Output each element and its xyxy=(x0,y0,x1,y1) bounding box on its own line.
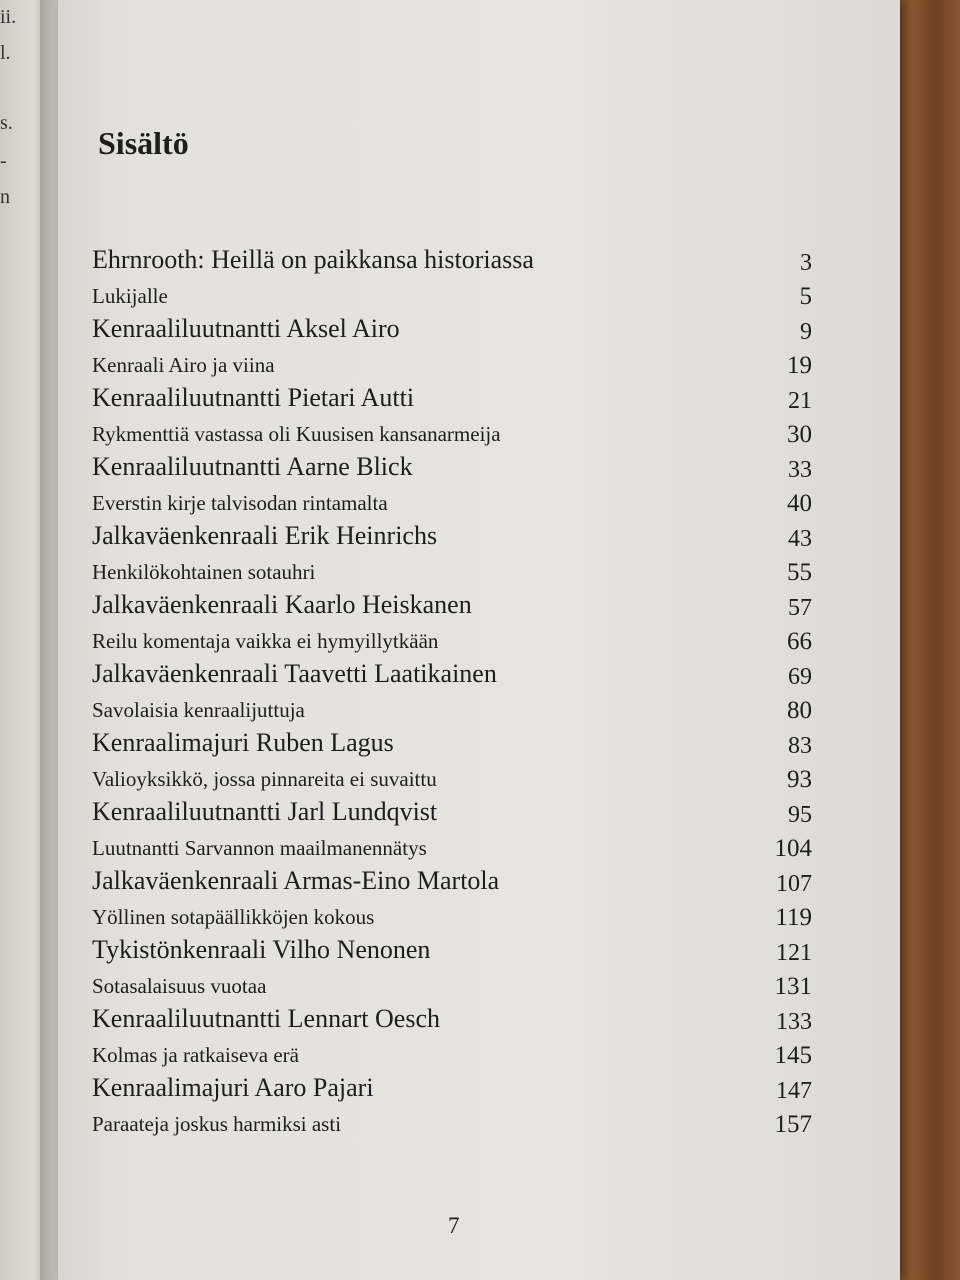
toc-entry-title: Valioyksikkö, jossa pinnareita ei suvaittu xyxy=(92,767,437,791)
toc-subsection-entry xyxy=(92,488,812,522)
toc-entry-page-number: 19 xyxy=(787,352,812,379)
toc-entry-title: Henkilökohtainen sotauhri xyxy=(92,560,316,584)
toc-entry-title: Luutnantti Sarvannon maailmanennätys xyxy=(92,836,427,860)
toc-entry-page-number: 57 xyxy=(788,595,812,621)
toc-chapter-entry xyxy=(92,660,812,695)
toc-entry-page-number: 69 xyxy=(788,664,812,690)
toc-subsection-entry xyxy=(92,281,812,315)
toc-entry-title: Kenraaliluutnantti Pietari Autti xyxy=(92,383,415,412)
toc-entry-page-number: 104 xyxy=(774,835,812,862)
toc-entry-title: Rykmenttiä vastassa oli Kuusisen kansanarmeija xyxy=(92,422,501,446)
toc-chapter-entry xyxy=(92,384,812,419)
toc-chapter-entry xyxy=(92,453,812,488)
toc-entry-page-number: 30 xyxy=(787,421,812,448)
toc-entry-page-number: 145 xyxy=(774,1042,812,1069)
toc-entry-page-number: 157 xyxy=(774,1111,812,1138)
toc-entry-page-number: 119 xyxy=(775,904,812,931)
toc-entry-title: Lukijalle xyxy=(92,284,168,308)
toc-subsection-entry xyxy=(92,626,812,660)
toc-entry-page-number: 147 xyxy=(776,1078,812,1104)
toc-entry-title: Savolaisia kenraalijuttuja xyxy=(92,698,305,722)
toc-entry-page-number: 95 xyxy=(788,802,812,828)
toc-subsection-entry xyxy=(92,764,812,798)
toc-subsection-entry xyxy=(92,350,812,384)
toc-chapter-entry xyxy=(92,315,812,350)
toc-entry-title: Kolmas ja ratkaiseva erä xyxy=(92,1043,299,1067)
toc-chapter-entry xyxy=(92,936,812,971)
toc-entry-page-number: 80 xyxy=(787,697,812,724)
toc-entry-page-number: 107 xyxy=(776,871,812,897)
prev-page-fragment: ii. xyxy=(0,6,17,28)
toc-entry-title: Kenraalimajuri Aaro Pajari xyxy=(92,1073,374,1102)
toc-entry-page-number: 55 xyxy=(787,559,812,586)
prev-page-fragment: - xyxy=(0,150,7,172)
page-number: 7 xyxy=(448,1213,460,1238)
toc-subsection-entry xyxy=(92,1040,812,1074)
toc-entry-title: Jalkaväenkenraali Taavetti Laatikainen xyxy=(92,659,497,688)
toc-entry-page-number: 131 xyxy=(774,973,812,1000)
toc-entry-page-number: 133 xyxy=(776,1009,812,1035)
toc-subsection-entry xyxy=(92,971,812,1005)
toc-entry-title: Jalkaväenkenraali Kaarlo Heiskanen xyxy=(92,590,472,619)
toc-entry-page-number: 66 xyxy=(787,628,812,655)
toc-entry-page-number: 93 xyxy=(787,766,812,793)
prev-page-fragment: s. xyxy=(0,112,13,134)
toc-subsection-entry xyxy=(92,419,812,453)
toc-entry-title: Kenraaliluutnantti Aksel Airo xyxy=(92,314,400,343)
toc-entry-title: Kenraalimajuri Ruben Lagus xyxy=(92,728,394,757)
toc-chapter-entry xyxy=(92,522,812,557)
table-of-contents xyxy=(92,246,812,1143)
book-page xyxy=(58,0,900,1280)
toc-entry-title: Kenraaliluutnantti Jarl Lundqvist xyxy=(92,797,438,826)
toc-entry-title: Ehrnrooth: Heillä on paikkansa historiassa xyxy=(92,245,534,274)
toc-subsection-entry xyxy=(92,902,812,936)
toc-entry-title: Kenraali Airo ja viina xyxy=(92,353,275,377)
toc-entry-page-number: 9 xyxy=(800,319,812,345)
toc-chapter-entry xyxy=(92,1005,812,1040)
toc-entry-page-number: 33 xyxy=(788,457,812,483)
toc-entry-title: Tykistönkenraali Vilho Nenonen xyxy=(92,935,431,964)
toc-chapter-entry xyxy=(92,867,812,902)
page-title: Sisältö xyxy=(98,125,189,161)
toc-subsection-entry xyxy=(92,557,812,591)
toc-chapter-entry xyxy=(92,798,812,833)
toc-entry-page-number: 5 xyxy=(799,283,812,310)
toc-subsection-entry xyxy=(92,833,812,867)
toc-entry-page-number: 40 xyxy=(787,490,812,517)
toc-entry-title: Everstin kirje talvisodan rintamalta xyxy=(92,491,388,515)
prev-page-fragment: n xyxy=(0,186,10,208)
toc-entry-page-number: 43 xyxy=(788,526,812,552)
toc-entry-title: Yöllinen sotapäällikköjen kokous xyxy=(92,905,375,929)
toc-entry-page-number: 3 xyxy=(800,250,812,276)
toc-entry-title: Sotasalaisuus vuotaa xyxy=(92,974,267,998)
toc-chapter-entry xyxy=(92,246,812,281)
toc-entry-page-number: 21 xyxy=(788,388,812,414)
toc-subsection-entry xyxy=(92,695,812,729)
toc-entry-title: Kenraaliluutnantti Aarne Blick xyxy=(92,452,413,481)
toc-entry-title: Jalkaväenkenraali Armas-Eino Martola xyxy=(92,866,500,895)
toc-chapter-entry xyxy=(92,729,812,764)
toc-entry-page-number: 83 xyxy=(788,733,812,759)
toc-subsection-entry xyxy=(92,1109,812,1143)
toc-entry-title: Paraateja joskus harmiksi asti xyxy=(92,1112,342,1136)
toc-entry-title: Kenraaliluutnantti Lennart Oesch xyxy=(92,1004,440,1033)
toc-entry-title: Reilu komentaja vaikka ei hymyillytkään xyxy=(92,629,439,653)
toc-entry-page-number: 121 xyxy=(776,940,812,966)
prev-page-fragment: l. xyxy=(0,42,11,64)
toc-entry-title: Jalkaväenkenraali Erik Heinrichs xyxy=(92,521,438,550)
toc-chapter-entry xyxy=(92,591,812,626)
toc-chapter-entry xyxy=(92,1074,812,1109)
